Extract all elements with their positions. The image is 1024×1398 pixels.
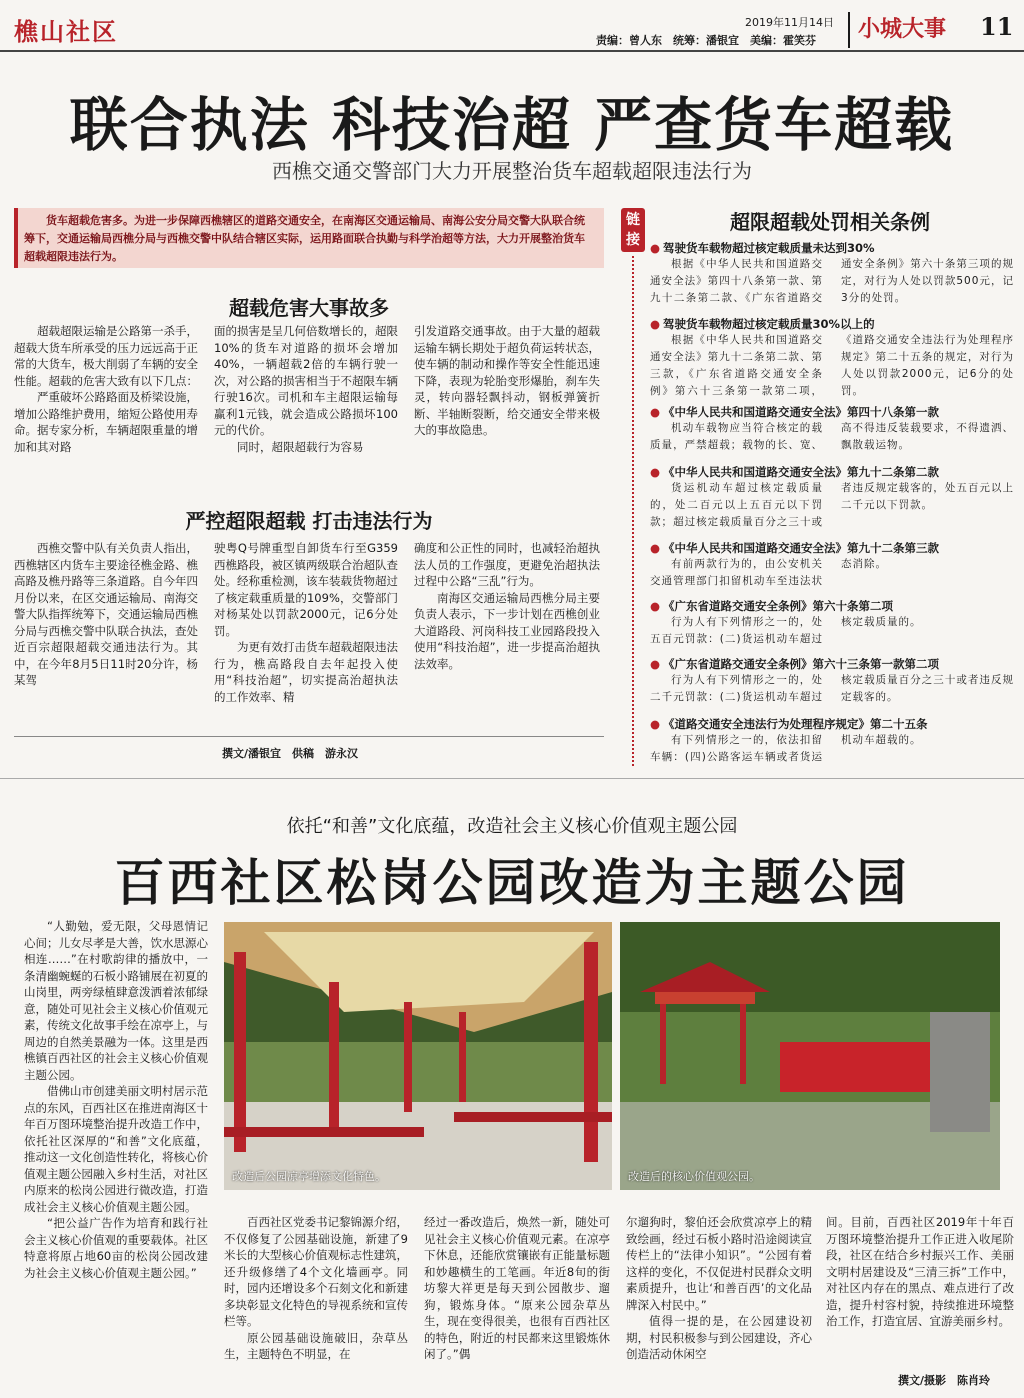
pavilion-illustration — [224, 922, 612, 1190]
section-name: 小城大事 — [858, 16, 947, 42]
section1-column-2 — [214, 323, 398, 483]
paragraph: 严重破坏公路路面及桥梁设施，增加公路维护费用，缩短公路使用寿命。据专家分析，车辆超限重量的增加和其对路 — [14, 390, 198, 454]
link-tag: 链接 — [621, 208, 645, 252]
paragraph: 借佛山市创建美丽文明村居示范点的东风，百西社区在推进南海区十年百万图环境整治提升改造工作中，依托社区深厚的“和善”文化底蕴，推动这一文化创造性转化，将核心价值观主题公园融入乡村生活，对社区内原来的松岗公园进行微改造，打造成社会主义核心价值观主题公园。 — [24, 1084, 208, 1214]
section2-column-2 — [214, 540, 398, 710]
sidebar-title: 超限超载处罚相关条例 — [730, 210, 930, 234]
article2-column-5 — [826, 1214, 1014, 1364]
header-divider — [848, 12, 850, 48]
header-rule — [0, 50, 1024, 52]
section2-column-3 — [414, 540, 600, 710]
page-number: 11 — [980, 12, 1014, 41]
rule-text: 货运机动车超过核定载质量的，处二百元以上五百元以下罚款；超过核定载质量百分之三十或者违反规定载客的，处五百元以上二千元以下罚款。 — [650, 482, 1014, 528]
rule-text: 根据《中华人民共和国道路交通安全法》第九十二条第二款、第三款，《广东省道路交通安全条例》第六十三条第一款第二项，《道路交通安全违法行为处理程序规定》第二十五条的规定，对行为人处以罚款2000元，记6分的处罚。 — [650, 334, 1014, 397]
sidebar-rule-item — [650, 656, 1014, 706]
photo2-caption: 改造后的核心价值观公园。 — [628, 1170, 760, 1183]
rule-text: 根据《中华人民共和国道路交通安全法》第四十八条第一款、第九十二条第二款、《广东省道路交通安全条例》第六十条第三项的规定，对行为人处以罚款500元，记3分的处罚。 — [650, 258, 1014, 304]
article2-column-4 — [626, 1214, 812, 1388]
sidebar-rule-item — [650, 598, 1014, 648]
masthead-logo: 樵山社区 — [14, 17, 118, 46]
park-illustration — [620, 922, 1000, 1190]
byline-rule — [14, 736, 604, 737]
paragraph: 西樵交警中队有关负责人指出，西樵辖区内货车主要途径樵金路、樵高路及樵丹路等三条道路。自今年四月份以来，在区交通运输局、南海交警大队指挥统筹下，交通运输局西樵分局与西樵交警中队联合执法，查处近百宗超限超载交通违法行为。其中，在今年8月5日11时20分许，杨某驾 — [14, 541, 198, 687]
section1-title: 超载危害大事故多 — [229, 296, 389, 320]
paragraph: 南海区交通运输局西樵分局主要负责人表示，下一步计划在西樵创业大道路段、河岗科技工业园路段投入使用“科技治超”，进一步提高治超执法效率。 — [414, 590, 600, 671]
article2-headline: 百西社区松岗公园改造为主题公园 — [114, 853, 910, 912]
lead-accent-bar — [14, 208, 18, 268]
rule-text: 机动车载物应当符合核定的载质量，严禁超载；载物的长、宽、高不得违反装载要求，不得遗洒、飘散载运物。 — [650, 422, 1014, 451]
paragraph: 间。目前，百西社区2019年十年百万图环境整治提升工作正进入收尾阶段，社区在结合乡村振兴工作、美丽文明村居建设及“三清三拆”工作中，对社区内存在的黑点、难点进行了改造，提升村容村貌，持续推进环境整治工作，打造宜居、宜游美丽乡村。 — [826, 1215, 1014, 1328]
paragraph: 引发道路交通事故。由于大量的超载运输车辆长期处于超负荷运转状态，使车辆的制动和操作等安全性能迅速下降，表现为轮胎变形爆胎，刹车失灵，转向器轻飘抖动，钢板弹簧折断、半轴断裂断，给交通安全带来极大的事故隐患。 — [414, 324, 600, 437]
sidebar-rule-item — [650, 464, 1014, 531]
rule-heading: ● 《中华人民共和国道路交通安全法》第九十二条第二款 — [650, 464, 1014, 480]
rule-text: 有前两款行为的，由公安机关交通管理部门扣留机动车至违法状态消除。 — [650, 558, 887, 587]
park-pavilion-photo — [620, 922, 1000, 1190]
rule-heading: ● 驾驶货车载物超过核定载质量未达到30% — [650, 240, 1014, 256]
section2-column-1 — [14, 540, 198, 710]
rule-text: 行为人有下列情形之一的，处二千元罚款：(二)货运机动车超过核定载质量百分之三十或者违反规定载客的。 — [650, 674, 1014, 703]
article2-column-3 — [424, 1214, 610, 1388]
section1-column-3 — [414, 323, 600, 483]
photo1-caption: 改造后公园凉亭增添文化特色。 — [232, 1170, 386, 1183]
paragraph: 百西社区党委书记黎锦源介绍，不仅修复了公园基础设施，新建了9米长的大型核心价值观标志性建筑，还升级修缮了4个文化墙画亭。同时，园内还增设多个石刻文化和新建多块彰显文化特色的导视系统和宣传栏等。 — [224, 1215, 408, 1328]
rule-heading: ● 《道路交通安全违法行为处理程序规定》第二十五条 — [650, 716, 1014, 732]
rule-heading: ● 《中华人民共和国道路交通安全法》第四十八条第一款 — [650, 404, 1014, 420]
paragraph: 为更有效打击货车超载超限违法行为，樵高路段自去年起投入使用“科技治超”，切实提高治超执法的工作效率、精 — [214, 640, 398, 704]
paragraph: “把公益广告作为培育和践行社会主义核心价值观的重要载体。社区特意将原占地60亩的松岗公园改建为社会主义核心价值观主题公园。” — [24, 1216, 208, 1280]
issue-date: 2019年11月14日 — [745, 16, 834, 29]
rule-heading: ● 《广东省道路交通安全条例》第六十条第二项 — [650, 598, 1014, 614]
section1-column-1 — [14, 323, 198, 483]
paragraph: “人勤勉，爱无限，父母恩情记心间；儿女尽孝是大善，饮水思源心相连……”在村歌韵律的播放中，一条清幽蜿蜒的石板小路铺展在初夏的山岗里，两旁绿植肆意泼洒着浓郁绿意，随处可见社会主义核心价值观元素，传统文化故事手绘在凉亭上，与周边的自然美景融为一体。这里是西樵镇百西社区的社会主义核心价值观主题公园。 — [24, 919, 208, 1082]
article1-byline: 撰文/潘银宜 供稿 游永汉 — [222, 747, 359, 760]
article1-headline: 联合执法 科技治超 严查货车超载 — [69, 91, 955, 159]
article-divider — [0, 778, 1024, 779]
rule-heading: ● 驾驶货车载物超过核定载质量30%以上的 — [650, 316, 1014, 332]
article2-column-1 — [24, 918, 208, 1388]
article1-subheadline: 西樵交通交警部门大力开展整治货车超载超限违法行为 — [272, 159, 752, 183]
paragraph: 驶粤Q号牌重型自卸货车行至G359西樵路段，被区镇两级联合治超队查处。经称重检测，该车装载货物超过了核定载重质量的109%，交警部门对杨某处以罚款2000元，记6分处罚。 — [214, 541, 398, 638]
sidebar-dotted-line — [632, 256, 634, 766]
sidebar-rule-item — [650, 240, 1014, 307]
section2-title: 严控超限超载 打击违法行为 — [185, 509, 433, 533]
editor-credits: 责编：曾人东 统筹：潘银宜 美编：霍笑芬 — [596, 34, 816, 47]
paragraph: 原公园基础设施破旧，杂草丛生，主题特色不明显，在 — [224, 1330, 408, 1361]
rule-heading: ● 《广东省道路交通安全条例》第六十三条第一款第二项 — [650, 656, 1014, 672]
sidebar-rule-item — [650, 716, 1014, 766]
paragraph: 同时，超限超载行为容易 — [237, 439, 364, 454]
paragraph: 尔遛狗时，黎伯还会欣赏凉亭上的精致绘画，经过石板小路时沿途阅读宣传栏上的“法律小知识”。“公园有着这样的变化，不仅促进村民群众文明素质提升，也让‘和善百西’的文化品牌深入村民中。” — [626, 1215, 812, 1312]
paragraph: 经过一番改造后，焕然一新，随处可见社会主义核心价值观元素。在凉亭下休息，还能欣赏镶嵌有正能量标题和妙趣横生的工笔画。年近8旬的街坊黎大祥更是每天到公园散步、遛狗，锻炼身体。“原来公园杂草丛生，现在变得很美，也很有百西社区的特色，附近的村民都来这里锻炼休闲了。”偶 — [424, 1215, 610, 1361]
article2-kicker: 依托“和善”文化底蕴，改造社会主义核心价值观主题公园 — [286, 816, 738, 837]
article2-byline: 撰文/摄影 陈肖玲 — [898, 1374, 991, 1387]
sidebar-rule-item — [650, 316, 1014, 400]
rule-text: 有下列情形之一的，依法扣留车辆：(四)公路客运车辆或者货运机动车超载的。 — [650, 734, 922, 763]
article2-column-2 — [224, 1214, 408, 1388]
pavilion-corridor-photo — [224, 922, 612, 1190]
rule-text: 行为人有下列情形之一的，处五百元罚款：(二)货运机动车超过核定载质量的。 — [650, 616, 922, 645]
paragraph: 值得一提的是，在公园建设初期，村民积极参与到公园建设，齐心创造活动休闲空 — [626, 1314, 812, 1361]
rule-heading: ● 《中华人民共和国道路交通安全法》第九十二条第三款 — [650, 540, 1014, 556]
article1-lead: 货车超载危害多。为进一步保障西樵辖区的道路交通安全，在南海区交通运输局、南海公安分局交警大队联合统筹下，交通运输局西樵分局与西樵交警中队结合辖区实际，运用路面联合执勤与科学治超等方法，大力开展整治货车超载超限违法行为。 — [14, 208, 604, 268]
sidebar-rule-item — [650, 540, 1014, 590]
paragraph: 确度和公正性的同时，也减轻治超执法人员的工作强度，更避免治超执法过程中公路“三乱”行为。 — [414, 541, 600, 588]
sidebar-rule-item — [650, 404, 1014, 454]
paragraph: 面的损害是呈几何倍数增长的，超限10%的货车对道路的损坏会增加40%，一辆超载2倍的车辆行驶一次，对公路的损害相当于不超限车辆行驶16次。司机和车主超限运输每赢利1元钱，就会造成公路损坏100元的代价。 — [214, 324, 398, 437]
paragraph: 超载超限运输是公路第一杀手，超载大货车所承受的压力远远高于正常的大货车，极大削弱了车辆的安全性能。超载的危害大致有以下几点： — [14, 324, 198, 388]
